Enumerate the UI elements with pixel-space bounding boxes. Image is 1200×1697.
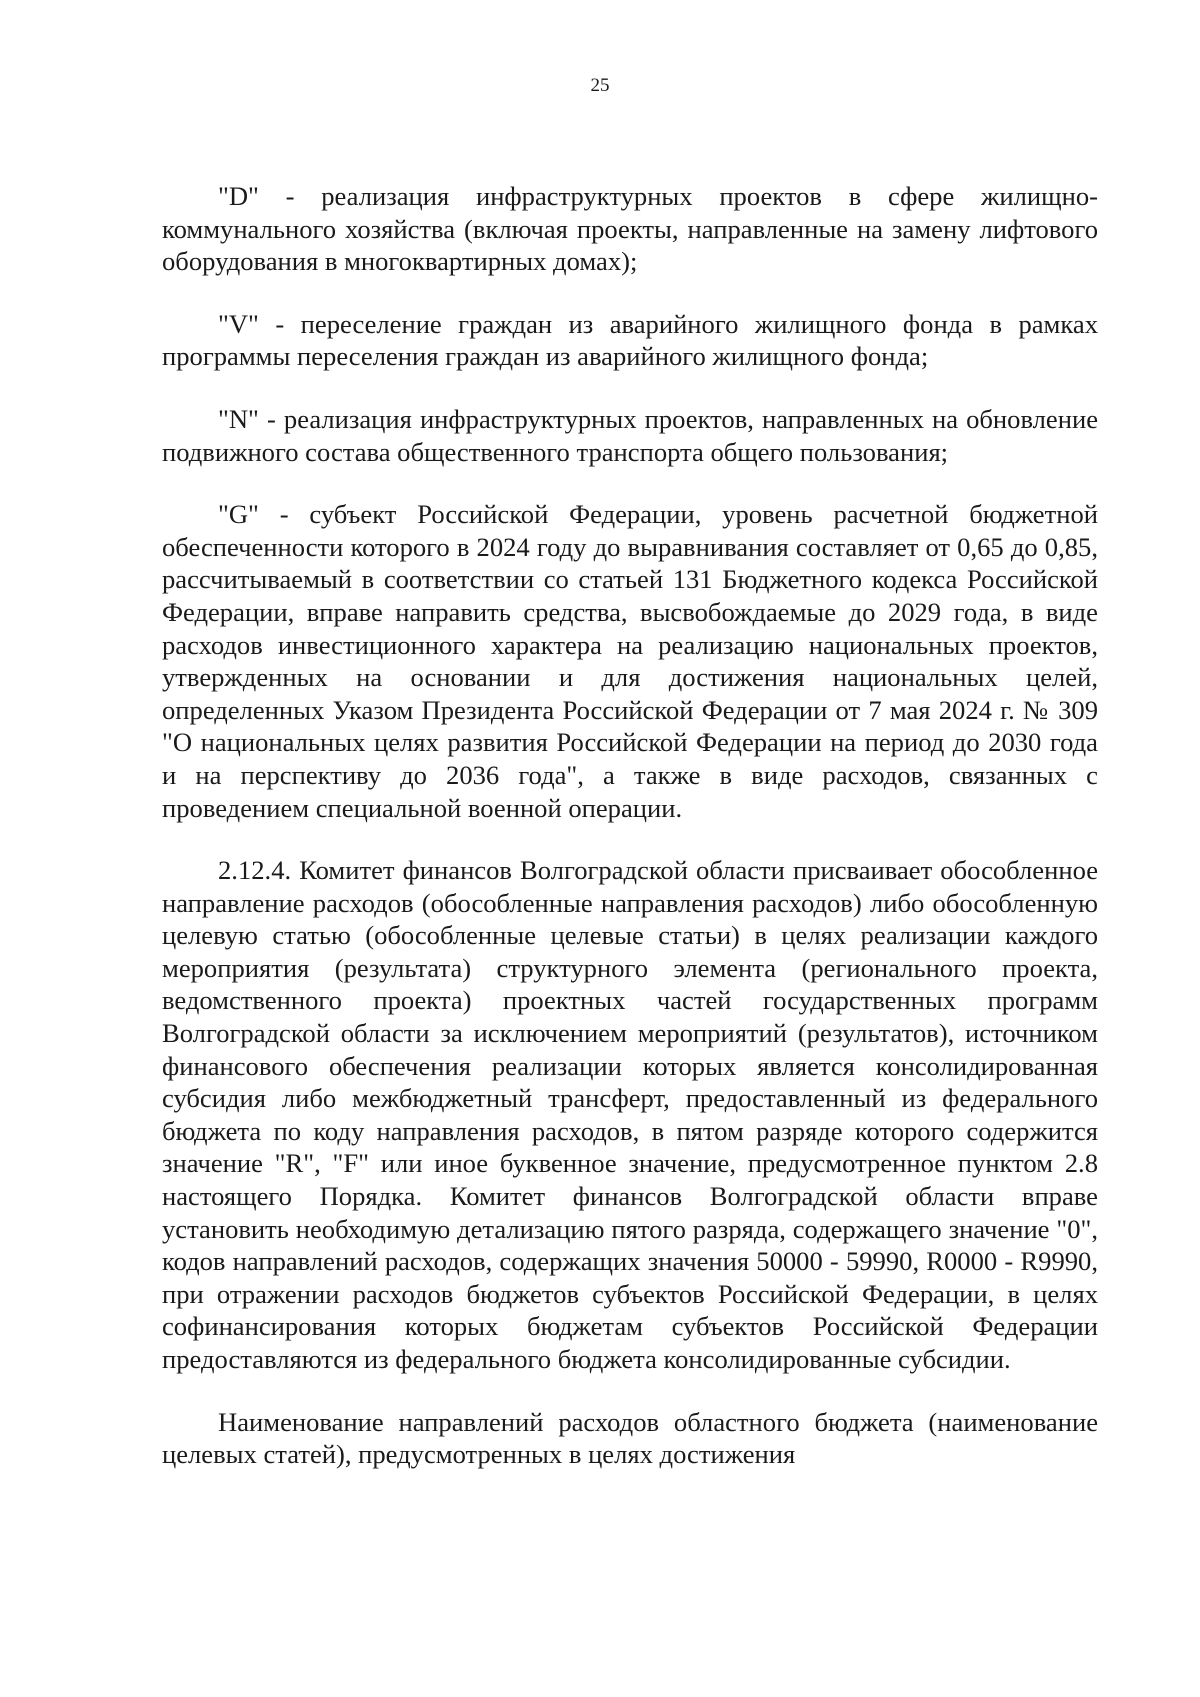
document-body <box>162 180 1098 1471</box>
paragraph-code-g: "G" - субъект Российской Федерации, уровень расчетной бюджетной обеспеченности которого в 2024 году до выравнивания составляет от 0,65 до 0,85, рассчитываемый в соответствии со статьей 131 Бюджетного кодекса Российской Федерации, вправе направить средства, высвобождаемые до 2029 года, в виде расходов инвестиционного характера на реализацию национальных проектов, утвержденных на основании и для достижения национальных целей, определенных Указом Президента Российской Федерации от 7 мая 2024 г. № 309 "О национальных целях развития Российской Федерации на период до 2030 года и на перспективу до 2036 года", а также в виде расходов, связанных с проведением специальной военной операции. <box>162 499 1098 823</box>
paragraph-naming-expenses: Наименование направлений расходов областного бюджета (наименование целевых статей), предусмотренных в целях достижения <box>162 1406 1098 1470</box>
paragraph-code-n: "N" - реализация инфраструктурных проектов, направленных на обновление подвижного состава общественного транспорта общего пользования; <box>162 403 1098 467</box>
paragraph-code-d: "D" - реализация инфраструктурных проектов в сфере жилищно-коммунального хозяйства (включая проекты, направленные на замену лифтового оборудования в многоквартирных домах); <box>162 181 1098 277</box>
paragraph-code-v: "V" - переселение граждан из аварийного жилищного фонда в рамках программы переселения граждан из аварийного жилищного фонда; <box>162 308 1098 372</box>
paragraph-section-2-12-4: 2.12.4. Комитет финансов Волгоградской области присваивает обособленное направление расходов (обособленные направления расходов) либо обособленную целевую статью (обособленные целевые статьи) в целях реализации каждого мероприятия (результата) структурного элемента (регионального проекта, ведомственного проекта) проектных частей государственных программ Волгоградской области за исключением мероприятий (результатов), источником финансового обеспечения реализации которых является консолидированная субсидия либо межбюджетный трансферт, предоставленный из федерального бюджета по коду направления расходов, в пятом разряде которого содержится значение "R", "F" или иное буквенное значение, предусмотренное пунктом 2.8 настоящего Порядка. Комитет финансов Волгоградской области вправе установить необходимую детализацию пятого разряда, содержащего значение "0", кодов направлений расходов, содержащих значения 50000 - 59990, R0000 - R9990, при отражении расходов бюджетов субъектов Российской Федерации, в целях софинансирования которых бюджетам субъектов Российской Федерации предоставляются из федерального бюджета консолидированные субсидии. <box>162 855 1098 1374</box>
page-number: 25 <box>590 75 610 96</box>
